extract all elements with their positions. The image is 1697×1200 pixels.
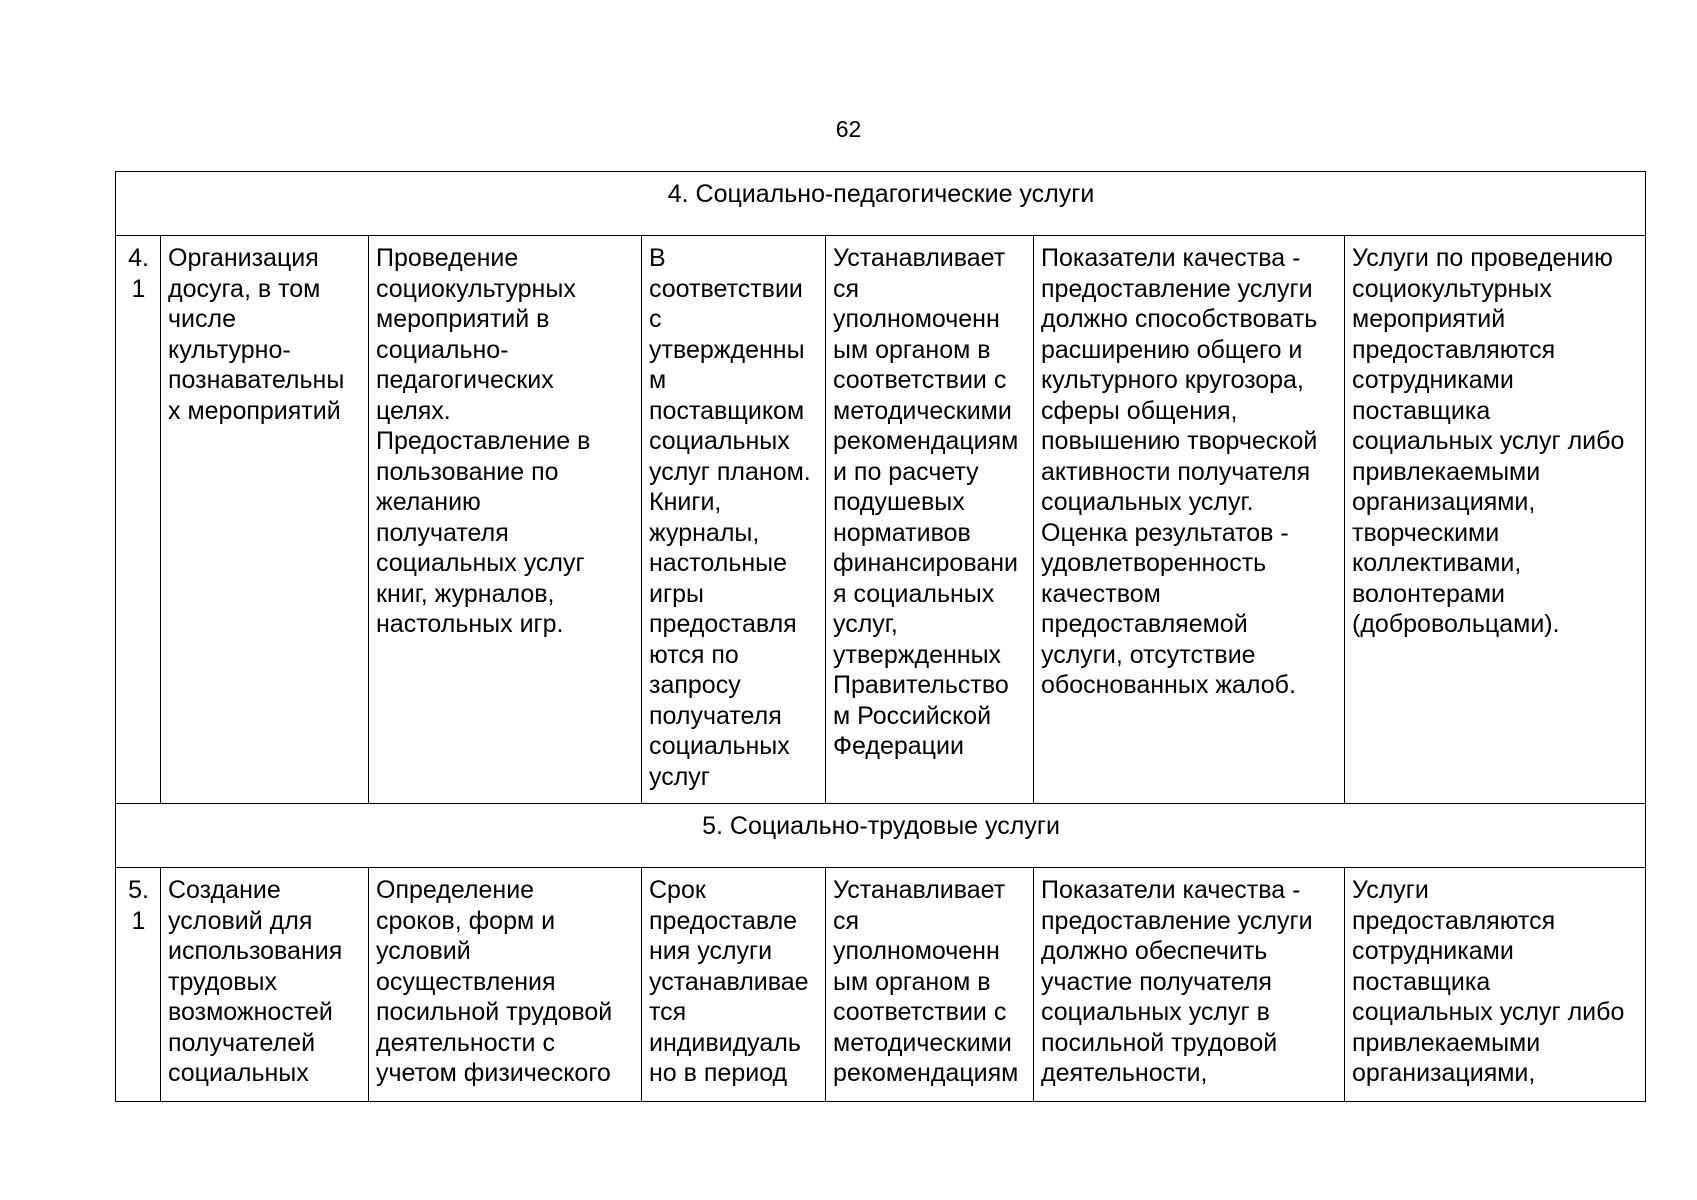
section-title: 5. Социально-трудовые услуги [116,804,1646,868]
service-conditions-cell: Услуги по проведению социокультурных мероприятий предоставляются сотрудниками поставщика социальных услуг либо привлекаемыми организациями, творческими коллективами, волонтерами (добровольцами). [1345,236,1646,804]
service-quality-cell: Показатели качества - предоставление услуги должно обеспечить участие получателя социальных услуг в посильной трудовой деятельности, [1034,868,1345,1102]
section-header-row [116,804,1646,868]
table-row [116,236,1646,804]
section-title: 4. Социально-педагогические услуги [116,172,1646,236]
service-description-cell: Проведение социокультурных мероприятий в социально- педагогических целях. Предоставление в пользование по желанию получателя социальных услуг книг, журналов, настольных игр. [369,236,642,804]
service-conditions-cell: Услуги предоставляются сотрудниками поставщика социальных услуг либо привлекаемыми организациями, [1345,868,1646,1102]
row-number-cell: 4. 1 [116,236,161,804]
section-header-row [116,172,1646,236]
service-terms-cell: В соответствии с утвержденны м поставщиком социальных услуг планом. Книги, журналы, настольные игры предоставля ются по запросу получателя социальных услуг [642,236,826,804]
services-table [115,171,1646,1102]
service-name-cell: Создание условий для использования трудовых возможностей получателей социальных [161,868,369,1102]
table-row [116,868,1646,1102]
service-name-cell: Организация досуга, в том числе культурно- познавательны х мероприятий [161,236,369,804]
page-number: 62 [835,116,862,142]
service-description-cell: Определение сроков, форм и условий осуществления посильной трудовой деятельности с учетом физического [369,868,642,1102]
service-tariff-cell: Устанавливает ся уполномоченн ым органом в соответствии с методическими рекомендациям [826,868,1034,1102]
service-terms-cell: Срок предоставле ния услуги устанавливае тся индивидуаль но в период [642,868,826,1102]
service-tariff-cell: Устанавливает ся уполномоченн ым органом в соответствии с методическими рекомендациям и по расчету подушевых нормативов финансировани я социальных услуг, утвержденных Правительство м Российской Федерации [826,236,1034,804]
service-quality-cell: Показатели качества - предоставление услуги должно способствовать расширению общего и культурного кругозора, сферы общения, повышению творческой активности получателя социальных услуг. Оценка результатов - удовлетворенность качеством предоставляемой услуги, отсутствие обоснованных жалоб. [1034,236,1345,804]
row-number-cell: 5. 1 [116,868,161,1102]
